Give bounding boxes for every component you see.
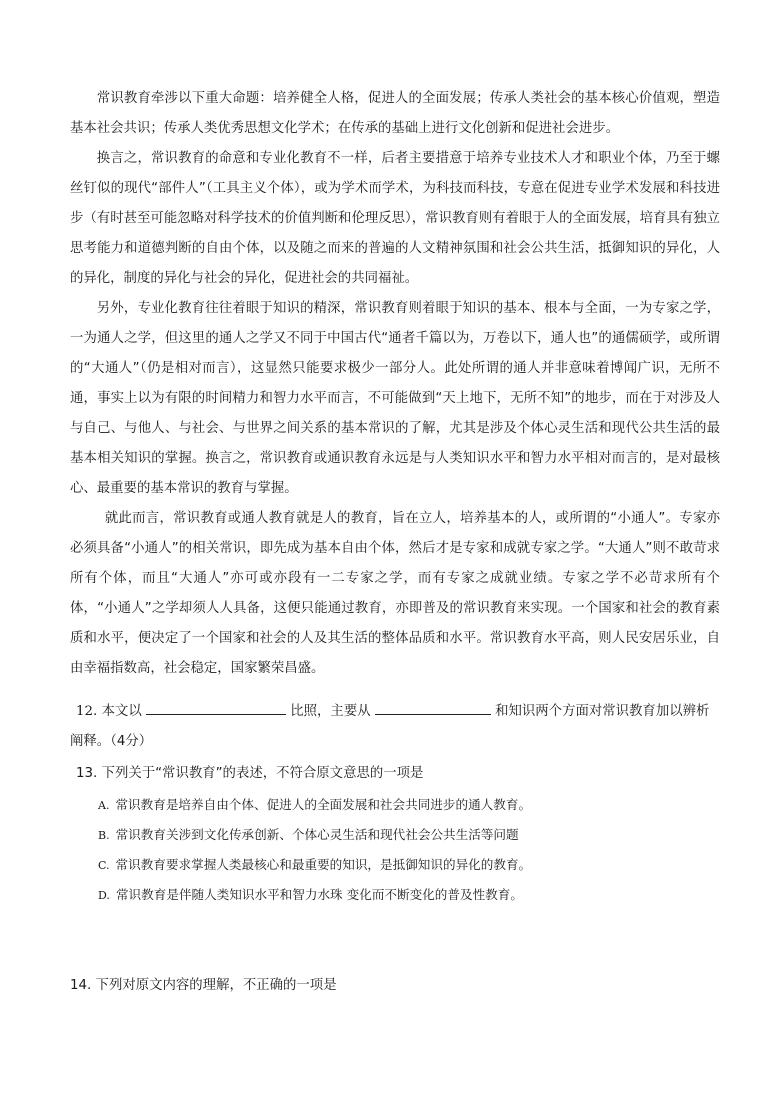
- paragraph-1: 常识教育牵涉以下重大命题：培养健全人格，促进人的全面发展；传承人类社会的基本核心价值观，塑造基本社会共识；传承人类优秀思想文化学术；在传承的基础上进行文化创新和促进社会进步。: [70, 91, 720, 136]
- option-d[interactable]: [98, 884, 523, 903]
- option-c-label: C.: [98, 859, 110, 872]
- question-14-stem: 14. 下列对原文内容的理解，不正确的一项是: [70, 978, 337, 993]
- option-a-label: A.: [98, 799, 110, 812]
- paragraph-3: 另外，专业化教育往往着眼于知识的精深，常识教育则着眼于知识的基本、根本与全面，一为专家之学，一为通人之学，但这里的通人之学又不同于中国古代“通者千篇以为，万卷以下，通人也”的通儒硕学，或所谓的“大通人”（仍是相对而言），这显然只能要求极少一部分人。此处所谓的通人并非意味着博闻广识，无所不通，事实上以为有限的时间精力和智力水平而言，不可能做到“天上地下，无所不知”的地步，而在于对涉及人与自己、与他人、与社会、与世界之间关系的基本常识的了解，尤其是涉及个体心灵生活和现代公共生活的最基本相关知识的掌握。换言之，常识教育或通识教育永远是与人类知识水平和智力水平相对而言的，是对最核心、最重要的基本常识的教育与掌握。: [70, 301, 720, 496]
- option-a[interactable]: [98, 794, 531, 813]
- option-d-text: 常识教育是伴随人类知识水平和智力水珠 变化而不断变化的普及性教育。: [115, 887, 523, 902]
- question-12-text-1: 本文以: [101, 704, 142, 719]
- question-12-line-2: 阐释。（4分）: [70, 734, 153, 749]
- question-12: [76, 700, 709, 719]
- question-12-number: 12.: [76, 704, 98, 719]
- option-d-label: D.: [98, 889, 110, 902]
- question-13-stem: 13. 下列关于“常识教育”的表述，不符合原文意思的一项是: [76, 766, 424, 781]
- paragraph-2: 换言之，常识教育的命意和专业化教育不一样，后者主要措意于培养专业技术人才和职业个体，乃至于螺丝钉似的现代“部件人”（工具主义个体），或为学术而学术，为科技而科技，专意在促进专业学术发展和科技进步（有时甚至可能忽略对科学技术的价值判断和伦理反思），常识教育则有着眼于人的全面发展，培育具有独立思考能力和道德判断的自由个体，以及随之而来的普遍的人文精神氛围和社会公共生活，抵御知识的异化，人的异化，制度的异化与社会的异化，促进社会的共同福祉。: [70, 151, 720, 286]
- option-b[interactable]: [98, 824, 519, 843]
- question-12-text-2: 比照，主要从: [290, 704, 371, 719]
- answer-blank-2[interactable]: [375, 700, 491, 715]
- option-b-text: 常识教育关涉到文化传承创新、个体心灵生活和现代社会公共生活等问题: [115, 827, 519, 842]
- paragraph-4: 就此而言，常识教育或通人教育就是人的教育，旨在立人，培养基本的人，或所谓的“小通人”。专家亦必须具备“小通人”的相关常识，即先成为基本自由个体，然后才是专家和成就专家之学。“大通人”则不敢苛求所有个体，而且“大通人”亦可或亦段有一二专家之学，而有专家之成就业绩。专家之学不必苛求所有个体，“小通人”之学却须人人具备，这便只能通过教育，亦即普及的常识教育来实现。一个国家和社会的教育素质和水平，便决定了一个国家和社会的人及其生活的整体品质和水平。常识教育水平高，则人民安居乐业，自由幸福指数高，社会稳定，国家繁荣昌盛。: [70, 511, 720, 676]
- question-12-text-3: 和知识两个方面对常识教育加以辨析: [495, 704, 710, 719]
- option-c[interactable]: [98, 854, 531, 873]
- option-a-text: 常识教育是培养自由个体、促进人的全面发展和社会共同进步的通人教育。: [115, 797, 532, 812]
- option-b-label: B.: [98, 829, 110, 842]
- option-c-text: 常识教育要求掌握人类最核心和最重要的知识，是抵御知识的异化的教育。: [115, 857, 532, 872]
- answer-blank-1[interactable]: [146, 700, 286, 715]
